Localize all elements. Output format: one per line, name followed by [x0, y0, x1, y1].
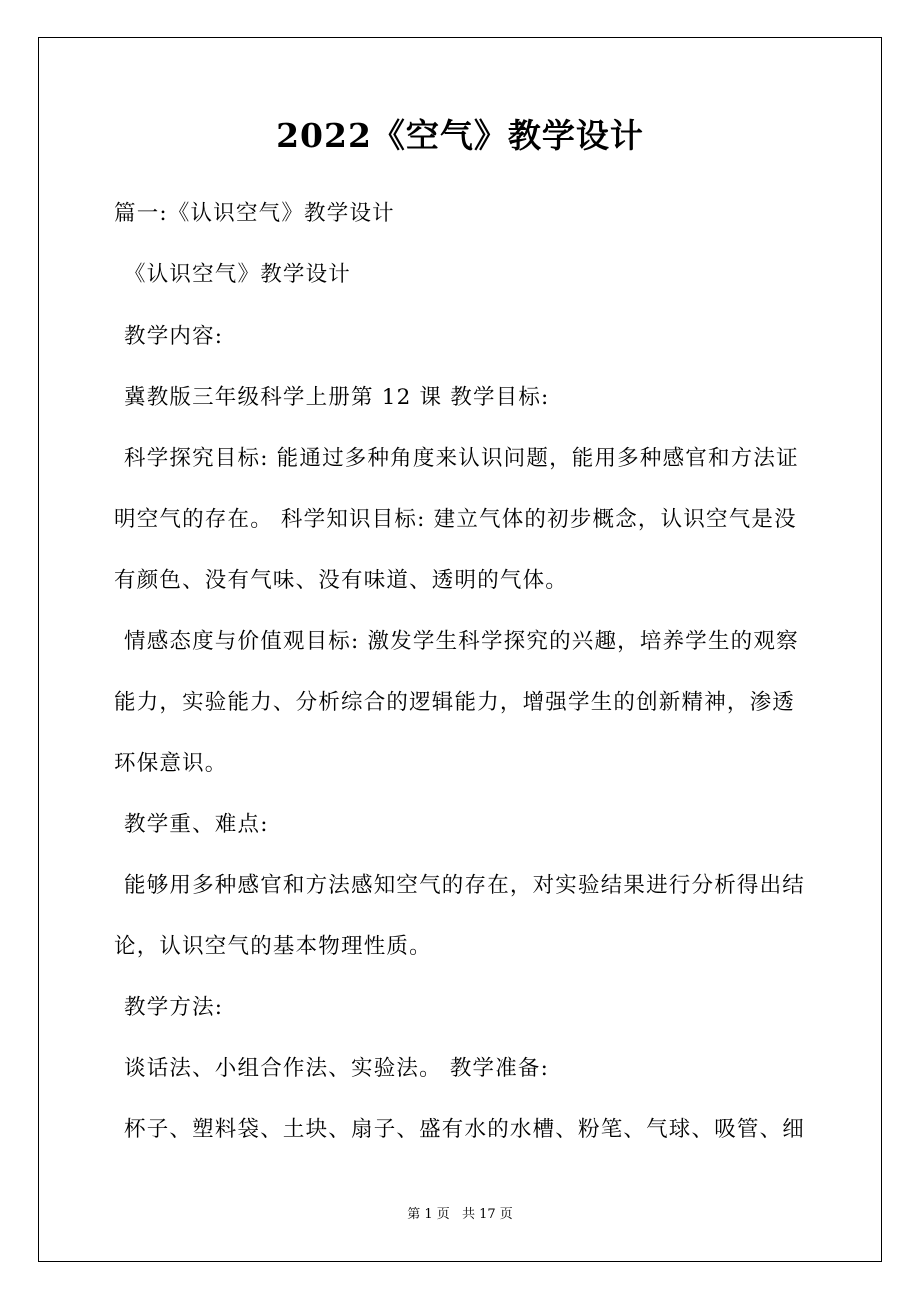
page-number: 第 1 页 [407, 1207, 450, 1222]
text-line-content-heading: 教学内容: [124, 324, 224, 349]
text-line-objective-3: 有颜色、没有气味、没有味道、透明的气体。 [114, 568, 569, 593]
text-line-objective-4: 情感态度与价值观目标: 激发学生科学探究的兴趣，培养学生的观察 [124, 629, 799, 654]
text-line-key-points-heading: 教学重、难点: [124, 812, 269, 837]
page-total: 共 17 页 [461, 1207, 513, 1222]
page-footer [0, 1206, 920, 1224]
text-line-content: 冀教版三年级科学上册第 12 课 教学目标: [124, 385, 550, 410]
text-line-materials: 杯子、塑料袋、土块、扇子、盛有水的水槽、粉笔、气球、吸管、细 [124, 1117, 806, 1142]
text-line-objective-5: 能力，实验能力、分析综合的逻辑能力，增强学生的创新精神，渗透 [114, 690, 796, 715]
text-line-key-points-1: 能够用多种感官和方法感知空气的存在，对实验结果进行分析得出结 [124, 873, 806, 898]
text-line-objective-2: 明空气的存在。 科学知识目标: 建立气体的初步概念，认识空气是没 [114, 507, 797, 532]
document-title: 2022《空气》教学设计 [276, 116, 644, 155]
text-line-subtitle: 《认识空气》教学设计 [124, 262, 352, 287]
text-line-objective-6: 环保意识。 [114, 751, 228, 776]
text-line-key-points-2: 论，认识空气的基本物理性质。 [114, 934, 432, 959]
text-line-method: 谈话法、小组合作法、实验法。 教学准备: [124, 1056, 550, 1081]
text-line-method-heading: 教学方法: [124, 995, 224, 1020]
text-line-section-heading: 篇一:《认识空气》教学设计 [114, 201, 395, 226]
text-line-objective-1: 科学探究目标: 能通过多种角度来认识问题，能用多种感官和方法证 [124, 446, 799, 471]
